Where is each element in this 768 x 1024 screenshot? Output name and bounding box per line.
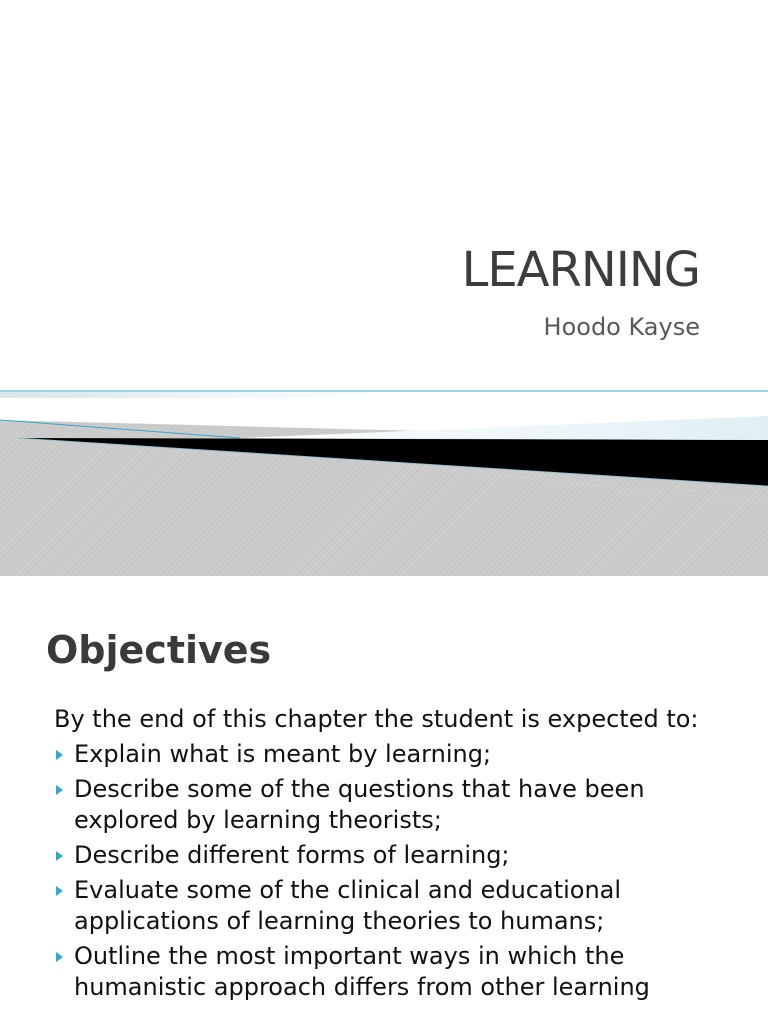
bullet-arrow-icon [56, 851, 63, 861]
objective-item [54, 774, 734, 836]
objectives-slide [0, 576, 768, 1024]
slide-subtitle: Hoodo Kayse [543, 313, 700, 341]
objectives-body [54, 704, 734, 1007]
objective-item [54, 941, 734, 1003]
objective-text: Outline the most important ways in which the humanistic approach differs from other learning [74, 942, 650, 1001]
objective-text: Explain what is meant by learning; [74, 740, 492, 768]
objective-item [54, 840, 734, 871]
bullet-arrow-icon [56, 952, 63, 962]
objective-item [54, 739, 734, 770]
objective-text: Evaluate some of the clinical and educational applications of learning theories to humans; [74, 876, 622, 935]
objective-text: Describe some of the questions that have been explored by learning theorists; [74, 775, 645, 834]
objective-item [54, 875, 734, 937]
intro-text: By the end of this chapter the student is expected to: [54, 705, 699, 733]
bullet-arrow-icon [56, 886, 63, 896]
objectives-heading: Objectives [46, 628, 272, 672]
objective-text: Describe different forms of learning; [74, 841, 510, 869]
bullet-arrow-icon [56, 750, 63, 760]
slide-title: LEARNING [461, 242, 700, 298]
bullet-arrow-icon [56, 785, 63, 795]
